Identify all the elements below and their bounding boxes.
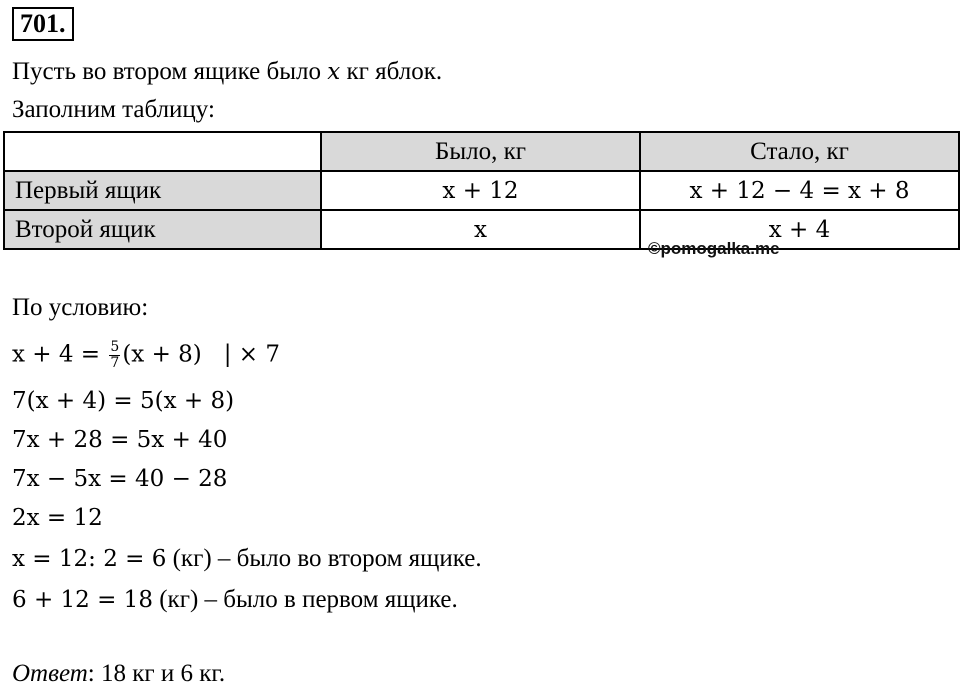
answer-text: : 18 кг и 6 кг.: [87, 660, 226, 687]
fraction: [109, 340, 120, 371]
fraction-denominator: 7: [110, 355, 120, 371]
equation-7: [12, 586, 458, 614]
equation-3: 7x + 28 = 5x + 40: [12, 427, 228, 453]
watermark: ©pomogalka.me: [648, 239, 780, 258]
table-cell-was: x + 12: [321, 171, 640, 210]
intro-line-1-post: кг яблок.: [340, 58, 443, 85]
intro-line-1: [12, 58, 442, 86]
table-header-empty: [4, 132, 321, 171]
equation-7-math: 6 + 12 = 18: [12, 587, 153, 613]
equation-2: 7(x + 4) = 5(x + 8): [12, 388, 235, 414]
intro-line-2: Заполним таблицу:: [12, 96, 215, 123]
equation-5: 2x = 12: [12, 505, 103, 531]
table-row-label: Первый ящик: [4, 171, 321, 210]
equation-1: [12, 340, 280, 371]
intro-variable: x: [327, 59, 341, 85]
data-table: [3, 131, 960, 250]
answer-label: Ответ: [12, 660, 88, 687]
equation-7-text: (кг) – было в первом ящике.: [152, 586, 458, 613]
problem-number: 701.: [12, 7, 74, 41]
table-header-became: Стало, кг: [640, 132, 959, 171]
fraction-numerator: 5: [110, 339, 120, 355]
table-cell-became: x + 12 − 4 = x + 8: [640, 171, 959, 210]
equation-1-left: x + 4 =: [12, 341, 108, 368]
equation-6: [12, 545, 482, 573]
table-row: [4, 210, 959, 249]
table-cell-became: x + 4: [640, 210, 959, 249]
condition-label: По условию:: [12, 294, 149, 321]
equation-6-text: (кг) – было во втором ящике.: [166, 545, 482, 572]
table-cell-was: x: [321, 210, 640, 249]
table-row: [4, 171, 959, 210]
equation-6-math: x = 12: 2 = 6: [12, 546, 167, 572]
answer-line: [12, 660, 225, 688]
table-row-label: Второй ящик: [4, 210, 321, 249]
equation-1-right: (x + 8) | × 7: [122, 341, 280, 368]
table-header-row: [4, 132, 959, 171]
intro-line-1-pre: Пусть во втором ящике было: [12, 58, 328, 85]
table-header-was: Было, кг: [321, 132, 640, 171]
equation-4: 7x − 5x = 40 − 28: [12, 466, 228, 492]
